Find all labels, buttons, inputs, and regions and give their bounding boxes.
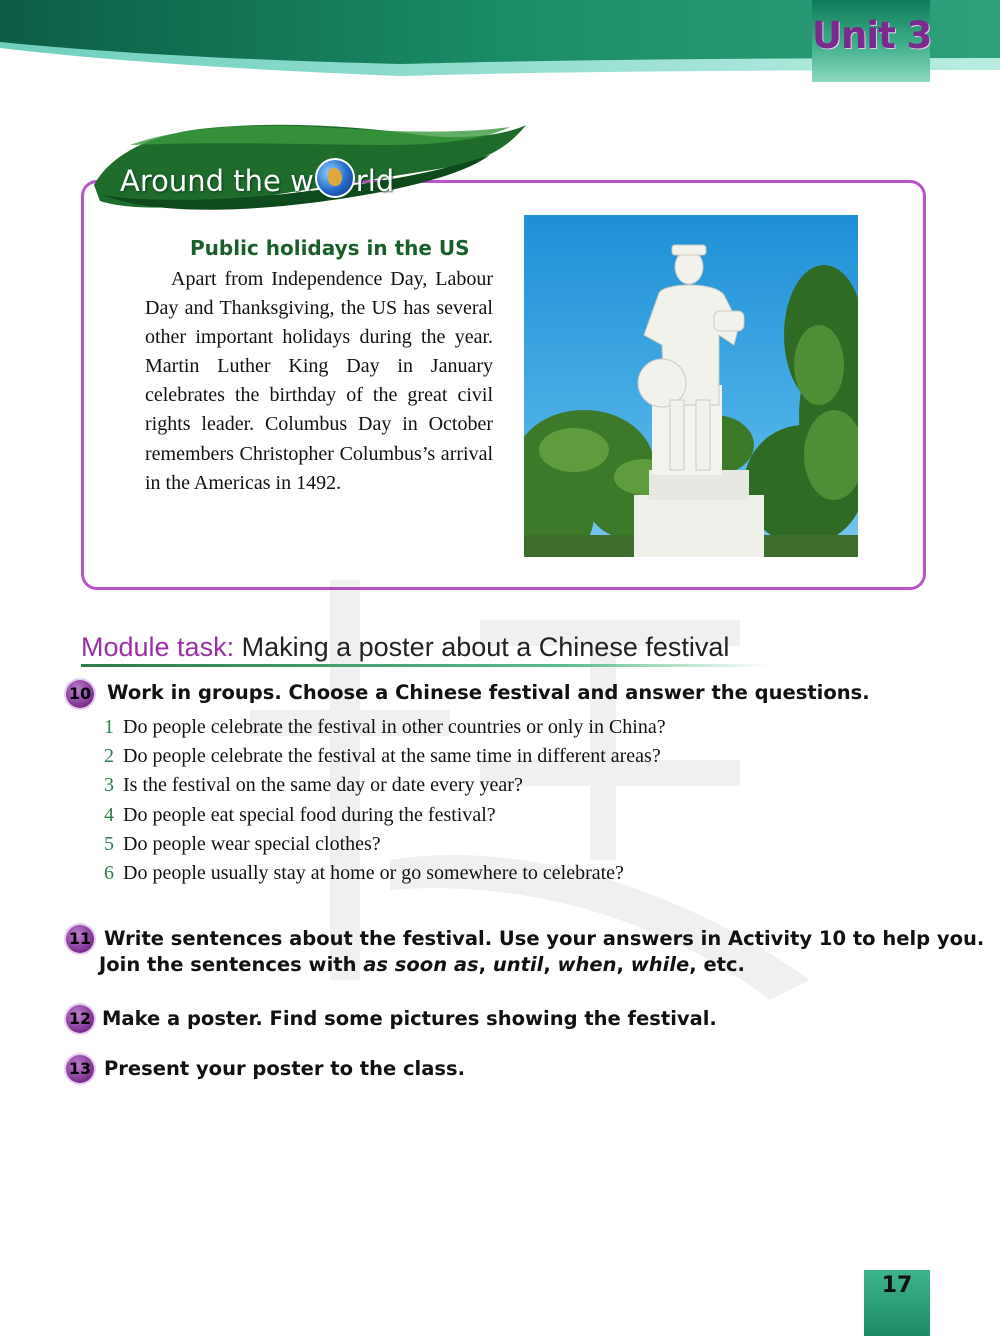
columbus-statue-photo (524, 215, 858, 557)
activity-10-badge: 10 (66, 680, 94, 708)
question-text: Do people celebrate the festival in other countries or only in China? (123, 716, 666, 738)
globe-icon (315, 158, 355, 198)
activity-13-badge: 13 (66, 1055, 94, 1083)
a11-sep: , (616, 953, 631, 976)
question-item (104, 745, 666, 774)
article-title: Public holidays in the US (190, 236, 470, 260)
around-the-world-title (120, 158, 394, 198)
atw-title-part2: rld (355, 164, 395, 198)
question-item (104, 833, 666, 862)
question-number: 6 (104, 861, 114, 884)
question-number: 1 (104, 716, 114, 738)
a11-sep: , (543, 953, 558, 976)
question-text: Do people eat special food during the festival? (123, 803, 496, 826)
unit-title: Unit 3 (812, 14, 932, 57)
activity-10-instruction: Work in groups. Choose a Chinese festival and answer the questions. (107, 681, 870, 704)
a11-suffix: , etc. (689, 953, 745, 976)
activity-13-instruction: Present your poster to the class. (104, 1057, 466, 1080)
activity-11-instruction-line2 (99, 953, 745, 976)
module-task-title: Making a poster about a Chinese festival (241, 632, 730, 662)
activity-10-question-list (104, 716, 666, 891)
article-body: Apart from Independence Day, Labour Day and Thanksgiving, the US has several other important holidays during the year. Martin Luther King Day in January celebrates the birthday of the great civil rights leader. Columbus Day in October remembers Christopher Columbus’s arrival in the Americas in 1492. (145, 268, 493, 494)
atw-title-part1: Around the w (120, 164, 314, 198)
question-text: Is the festival on the same day or date every year? (123, 774, 523, 797)
question-item (104, 862, 666, 891)
conjunction-until: until (492, 953, 544, 976)
question-item (104, 716, 666, 745)
question-item (104, 804, 666, 833)
question-text: Do people celebrate the festival at the same time in different areas? (123, 745, 661, 768)
question-number: 4 (104, 803, 114, 826)
activity-11-badge: 11 (66, 925, 94, 953)
module-task-underline (81, 664, 769, 667)
conjunction-when: when (557, 953, 617, 976)
module-task-heading (81, 632, 729, 663)
question-number: 5 (104, 832, 114, 855)
question-item (104, 774, 666, 803)
question-number: 3 (104, 774, 114, 797)
conjunction-while: while (630, 953, 690, 976)
page-number: 17 (881, 1273, 913, 1298)
question-number: 2 (104, 745, 114, 768)
conjunction-as-soon-as: as soon as (363, 953, 479, 976)
activity-11-instruction-line1: Write sentences about the festival. Use your answers in Activity 10 to help you. (104, 927, 985, 950)
module-task-label: Module task: (81, 632, 235, 662)
a11-prefix: Join the sentences with (99, 953, 364, 976)
activity-12-badge: 12 (66, 1005, 94, 1033)
a11-sep: , (478, 953, 493, 976)
question-text: Do people usually stay at home or go somewhere to celebrate? (123, 861, 624, 884)
activity-12-instruction: Make a poster. Find some pictures showing the festival. (102, 1007, 717, 1030)
question-text: Do people wear special clothes? (123, 832, 381, 855)
